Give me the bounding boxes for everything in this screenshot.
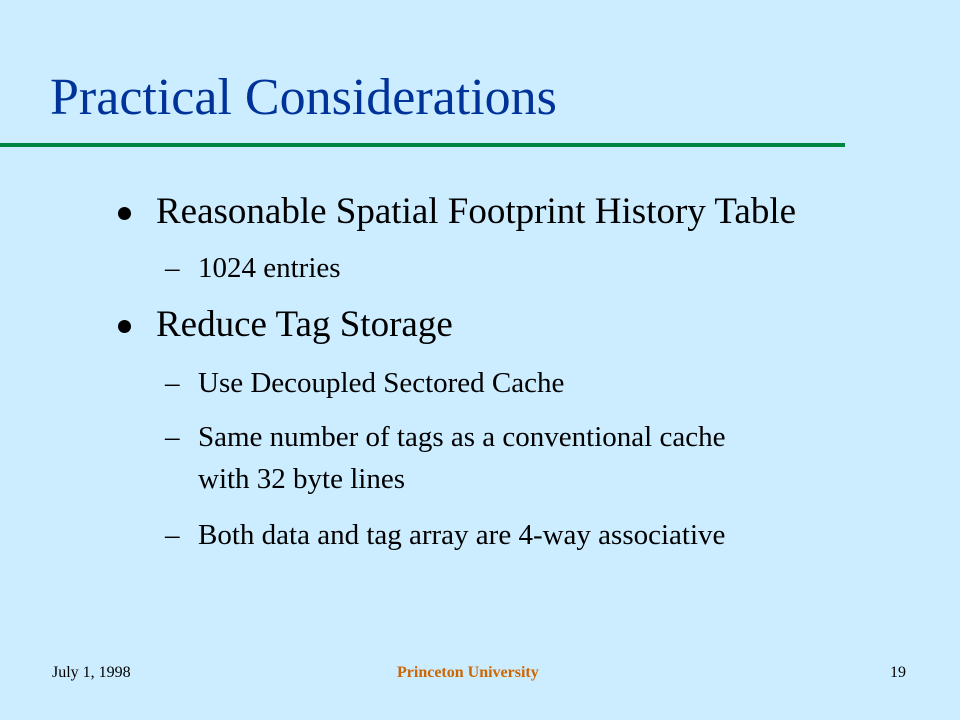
bullet-dot-icon [118, 207, 131, 220]
title-underline [0, 143, 845, 147]
footer-date: July 1, 1998 [52, 664, 131, 681]
sub-bullet-text: Use Decoupled Sectored Cache [198, 367, 565, 399]
dash-icon: – [165, 252, 180, 284]
sub-bullet-text: Same number of tags as a conventional cache [198, 421, 726, 453]
bullet-text: Reduce Tag Storage [156, 304, 453, 345]
bullet-text: Reasonable Spatial Footprint History Table [156, 191, 797, 232]
sub-bullet-text: 1024 entries [198, 252, 341, 284]
sub-bullet-text: Both data and tag array are 4-way associative [198, 519, 726, 551]
slide-title: Practical Considerations [50, 69, 557, 126]
footer-page-number: 19 [890, 664, 906, 681]
dash-icon: – [165, 421, 180, 453]
dash-icon: – [165, 367, 180, 399]
footer-institution: Princeton University [397, 664, 539, 681]
sub-bullet-text: with 32 byte lines [198, 463, 406, 495]
dash-icon: – [165, 519, 180, 551]
bullet-dot-icon [118, 320, 131, 333]
